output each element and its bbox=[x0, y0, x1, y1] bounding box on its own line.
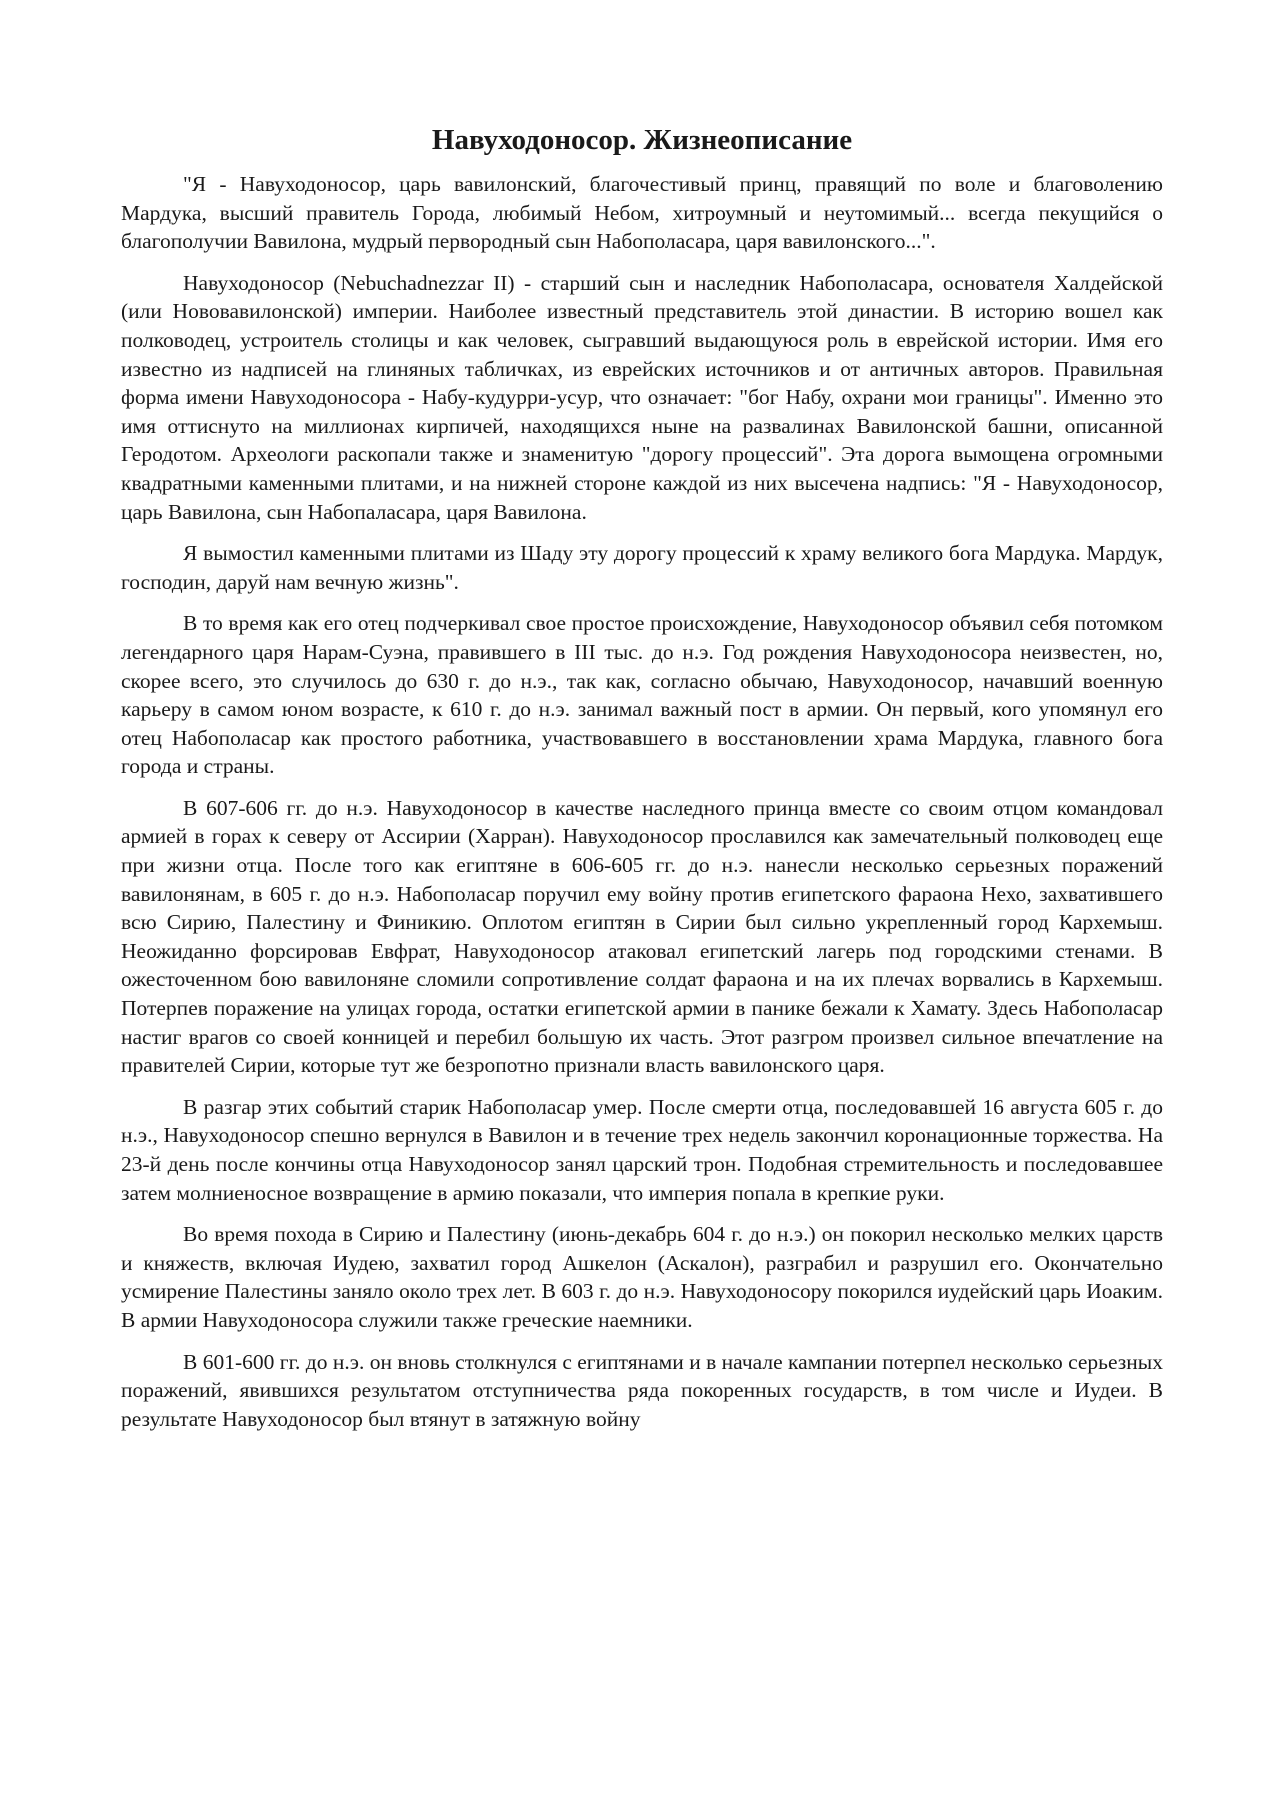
paragraph-7: Во время похода в Сирию и Палестину (июнь-декабрь 604 г. до н.э.) он покорил несколько мелких царств и княжеств, включая Иудею, захватил город Ашкелон (Аскалон), разграбил и разрушил его. Окончательно усмирение Палестины заняло около трех лет. В 603 г. до н.э. Навуходоносору покорился иудейский царь Иоаким. В армии Навуходоносора служили также греческие наемники. bbox=[121, 1222, 1163, 1332]
paragraph-2: Навуходоносор (Nebuchadnezzar II) - старший сын и наследник Набополасара, основателя Халдейской (или Нововавилонской) империи. Наиболее известный представитель этой династии. В историю вошел как полководец, устроитель столицы и как человек, сыгравший выдающуюся роль в еврейской истории. Имя его известно из надписей на глиняных табличках, из еврейских источников и от античных авторов. Правильная форма имени Навуходоносора - Набу-кудурри-усур, что означает: "бог Набу, охрани мои границы". Именно это имя оттиснуто на миллионах кирпичей, находящихся ныне на развалинах Вавилонской башни, описанной Геродотом. Археологи раскопали также и знаменитую "дорогу процессий". Эта дорога вымощена огромными квадратными каменными плитами, и на нижней стороне каждой из них высечена надпись: "Я - Навуходоносор, царь Вавилона, сын Набопаласара, царя Вавилона. bbox=[121, 270, 1163, 524]
paragraph-3: Я вымостил каменными плитами из Шаду эту дорогу процессий к храму великого бога Мардука. Мардук, господин, даруй нам вечную жизнь". bbox=[121, 541, 1163, 594]
paragraph-8: В 601-600 гг. до н.э. он вновь столкнулся с египтянами и в начале кампании потерпел несколько серьезных поражений, явившихся результатом отступничества ряда покоренных государств, в том числе и Иудеи. В результате Навуходоносор был втянут в затяжную войну bbox=[121, 1349, 1163, 1431]
document-title: Навуходоносор. Жизнеописание bbox=[431, 124, 853, 156]
paragraph-1: "Я - Навуходоносор, царь вавилонский, благочестивый принц, правящий по воле и благоволению Мардука, высший правитель Города, любимый Небом, хитроумный и неутомимый... всегда пекущийся о благополучии Вавилона, мудрый первородный сын Набополасара, царя вавилонского...". bbox=[121, 172, 1163, 254]
paragraph-5: В 607-606 гг. до н.э. Навуходоносор в качестве наследного принца вместе со своим отцом командовал армией в горах к северу от Ассирии (Харран). Навуходоносор прославился как замечательный полководец еще при жизни отца. После того как египтяне в 606-605 гг. до н.э. нанесли несколько серьезных поражений вавилонянам, в 605 г. до н.э. Набополасар поручил ему войну против египетского фараона Нехо, захватившего всю Сирию, Палестину и Финикию. Оплотом египтян в Сирии был сильно укрепленный город Кархемыш. Неожиданно форсировав Евфрат, Навуходоносор атаковал египетский лагерь под городскими стенами. В ожесточенном бою вавилоняне сломили сопротивление солдат фараона и на их плечах ворвались в Кархемыш. Потерпев поражение на улицах города, остатки египетской армии в панике бежали к Хамату. Здесь Набополасар настиг врагов со своей конницей и перебил большую их часть. Этот разгром произвел сильное впечатление на правителей Сирии, которые тут же безропотно признали власть вавилонского царя. bbox=[121, 795, 1163, 1078]
document-page bbox=[121, 120, 1163, 1446]
paragraph-6: В разгар этих событий старик Набополасар умер. После смерти отца, последовавшей 16 августа 605 г. до н.э., Навуходоносор спешно вернулся в Вавилон и в течение трех недель закончил коронационные торжества. На 23-й день после кончины отца Навуходоносор занял царский трон. Подобная стремительность и последовавшее затем молниеносное возвращение в армию показали, что империя попала в крепкие руки. bbox=[121, 1094, 1163, 1205]
paragraph-4: В то время как его отец подчеркивал свое простое происхождение, Навуходоносор объявил себя потомком легендарного царя Нарам-Суэна, правившего в III тыс. до н.э. Год рождения Навуходоносора неизвестен, но, скорее всего, это случилось до 630 г. до н.э., так как, согласно обычаю, Навуходоносор, начавший военную карьеру в самом юном возрасте, к 610 г. до н.э. занимал важный пост в армии. Он первый, кого упомянул его отец Набополасар как простого работника, участвовавшего в восстановлении храма Мардука, главного бога города и страны. bbox=[121, 611, 1163, 779]
